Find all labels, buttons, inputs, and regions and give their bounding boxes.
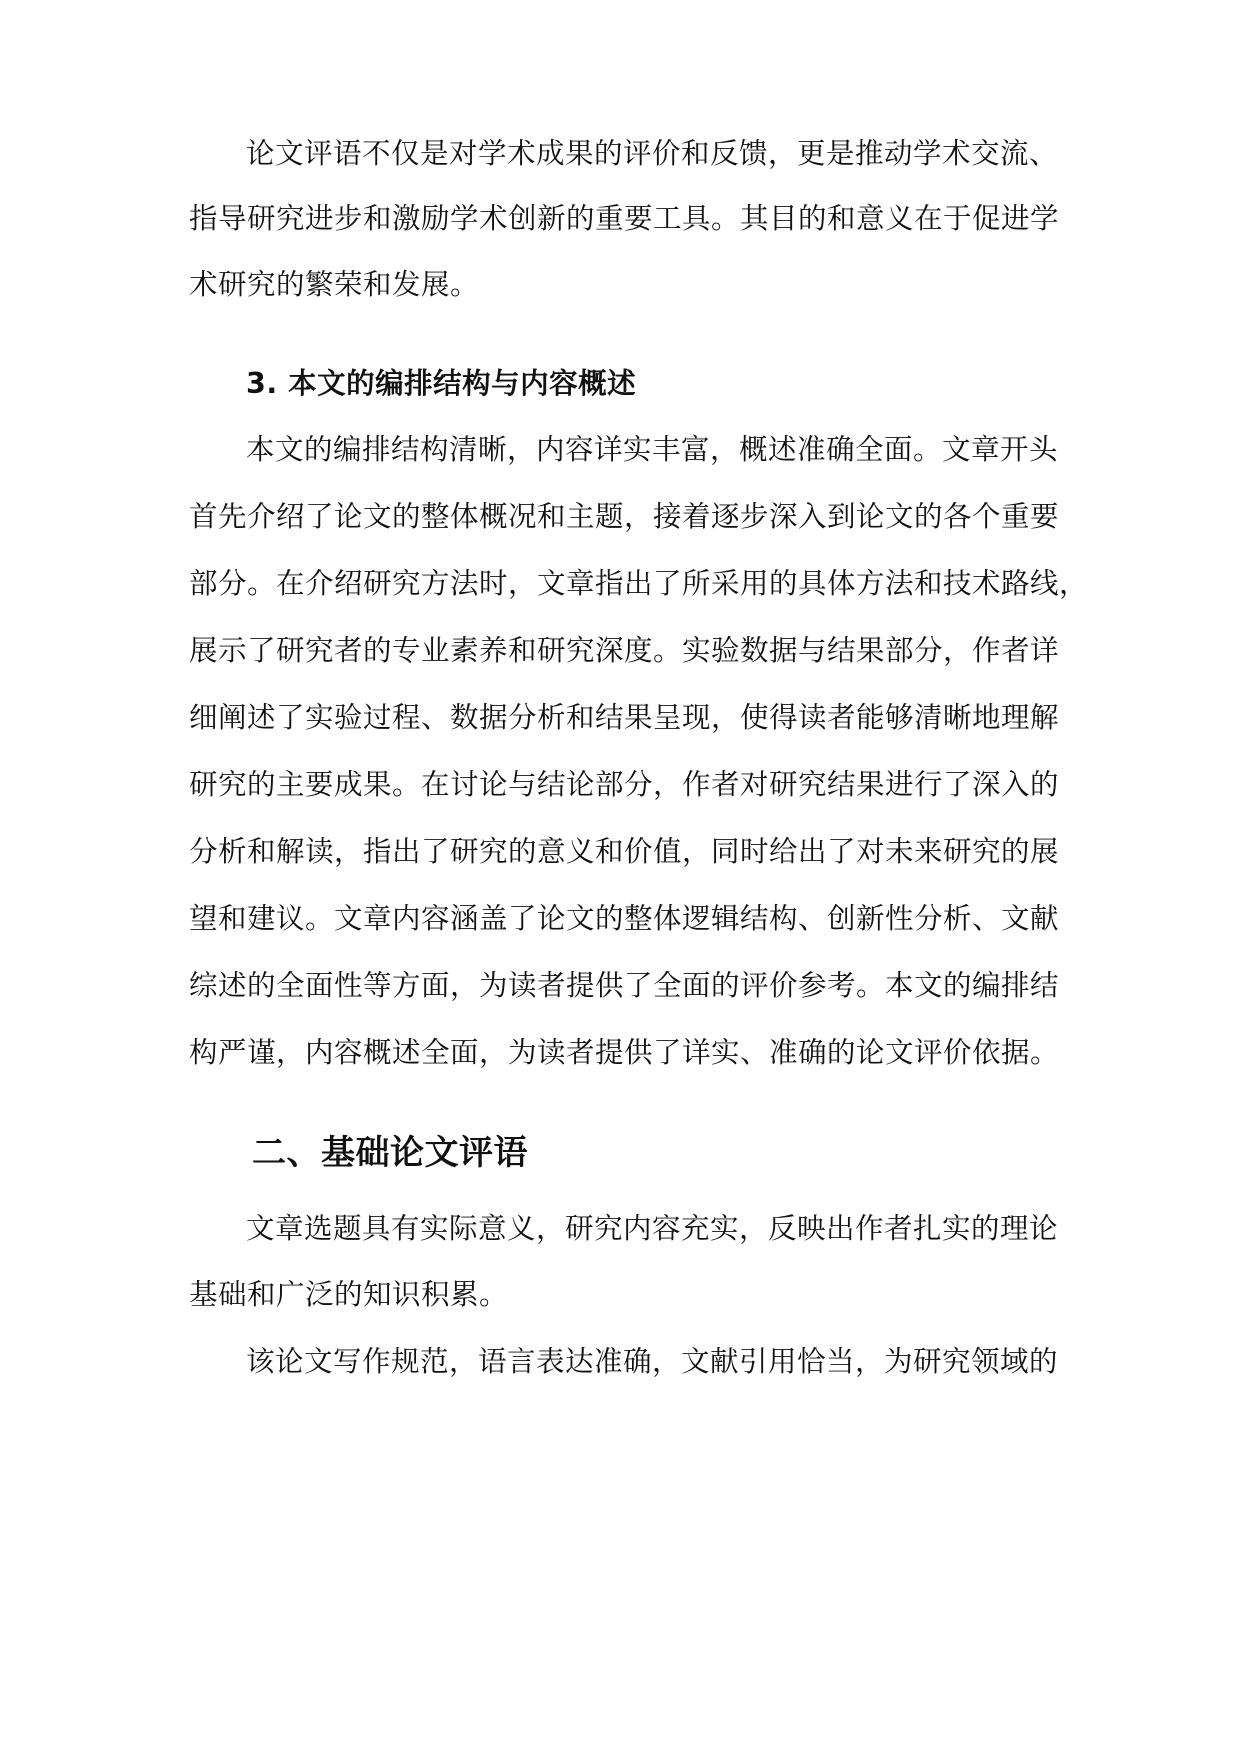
paragraph-line: 部分。在介绍研究方法时，文章指出了所采用的具体方法和技术路线， — [189, 567, 1089, 600]
paragraph-line: 基础和广泛的知识积累。 — [189, 1278, 509, 1311]
paragraph-line: 综述的全面性等方面，为读者提供了全面的评价参考。本文的编排结 — [189, 969, 1060, 1002]
paragraph-line: 分析和解读，指出了研究的意义和价值，同时给出了对未来研究的展 — [189, 835, 1060, 868]
paragraph-line: 展示了研究者的专业素养和研究深度。实验数据与结果部分，作者详 — [189, 634, 1060, 667]
paragraph-line: 首先介绍了论文的整体概况和主题，接着逐步深入到论文的各个重要 — [189, 500, 1060, 533]
paragraph-line: 指导研究进步和激励学术创新的重要工具。其目的和意义在于促进学 — [189, 202, 1060, 235]
paragraph-line: 构严谨，内容概述全面，为读者提供了详实、准确的论文评价依据。 — [189, 1036, 1060, 1069]
paragraph-line: 研究的主要成果。在讨论与结论部分，作者对研究结果进行了深入的 — [189, 768, 1060, 801]
paragraph-line: 本文的编排结构清晰，内容详实丰富，概述准确全面。文章开头 — [246, 433, 1059, 466]
paragraph-line: 望和建议。文章内容涵盖了论文的整体逻辑结构、创新性分析、文献 — [189, 902, 1060, 935]
paragraph-line: 该论文写作规范，语言表达准确，文献引用恰当，为研究领域的 — [246, 1345, 1059, 1378]
paragraph-line: 文章选题具有实际意义，研究内容充实，反映出作者扎实的理论 — [246, 1212, 1059, 1245]
paragraph-line: 术研究的繁荣和发展。 — [189, 268, 480, 301]
paragraph-line: 论文评语不仅是对学术成果的评价和反馈，更是推动学术交流、 — [246, 137, 1059, 170]
chapter-heading: 二、基础论文评语 — [252, 1133, 528, 1173]
section-heading: 3. 本文的编排结构与内容概述 — [246, 367, 637, 400]
paragraph-line: 细阐述了实验过程、数据分析和结果呈现，使得读者能够清晰地理解 — [189, 701, 1060, 734]
